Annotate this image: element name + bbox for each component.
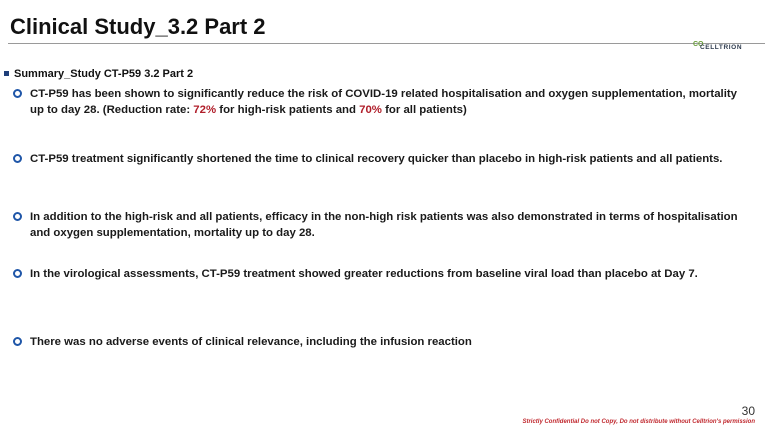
summary-heading — [0, 68, 193, 80]
slide-title: Clinical Study_3.2 Part 2 — [10, 14, 266, 39]
ring-bullet-icon — [13, 337, 22, 346]
bullet-text: In addition to the high-risk and all patients, efficacy in the non-high risk patients was also demonstrated in terms of hospitalisation and oxygen supplementation, mortality up to day 28. — [30, 211, 738, 239]
bullet-text-part: for high-risk patients and — [216, 104, 360, 116]
ring-bullet-icon — [13, 212, 22, 221]
reduction-rate-high-risk: 72% — [193, 104, 217, 116]
confidentiality-footer: Strictly Confidential Do not Copy, Do not distribute without Celltrion's permission — [522, 419, 755, 425]
bullet-text — [30, 86, 753, 118]
reduction-rate-all: 70% — [359, 104, 382, 116]
page-number: 30 — [741, 404, 755, 418]
ring-bullet-icon — [13, 89, 22, 98]
bullet-text-part: for all patients) — [381, 104, 467, 116]
bullet-text: In the virological assessments, CT-P59 treatment showed greater reductions from baseline viral load than placebo at Day 7. — [30, 268, 698, 280]
bullet-item — [13, 151, 753, 167]
ring-bullet-icon — [13, 269, 22, 278]
bullet-item — [13, 334, 753, 350]
summary-heading-text: Summary_Study CT-P59 3.2 Part 2 — [14, 68, 194, 80]
logo-mark: CO — [693, 41, 704, 48]
logo-text: CELLTRION — [700, 44, 743, 51]
bullet-item — [13, 266, 753, 282]
bullet-item — [13, 209, 753, 241]
title-divider — [8, 43, 765, 44]
celltrion-logo — [693, 40, 763, 54]
bullet-text: CT-P59 treatment significantly shortened the time to clinical recovery quicker than placebo in high-risk patients and all patients. — [30, 153, 723, 165]
square-bullet-icon — [4, 71, 9, 76]
ring-bullet-icon — [13, 154, 22, 163]
bullet-text-part: CT-P59 has been shown to significantly reduce the risk of COVID-19 related hospitalisation and oxygen supplementation, mortality up to day 28. (Reduction rate: — [30, 88, 737, 116]
bullet-item — [13, 86, 753, 118]
bullet-text: There was no adverse events of clinical relevance, including the infusion reaction — [30, 336, 472, 348]
